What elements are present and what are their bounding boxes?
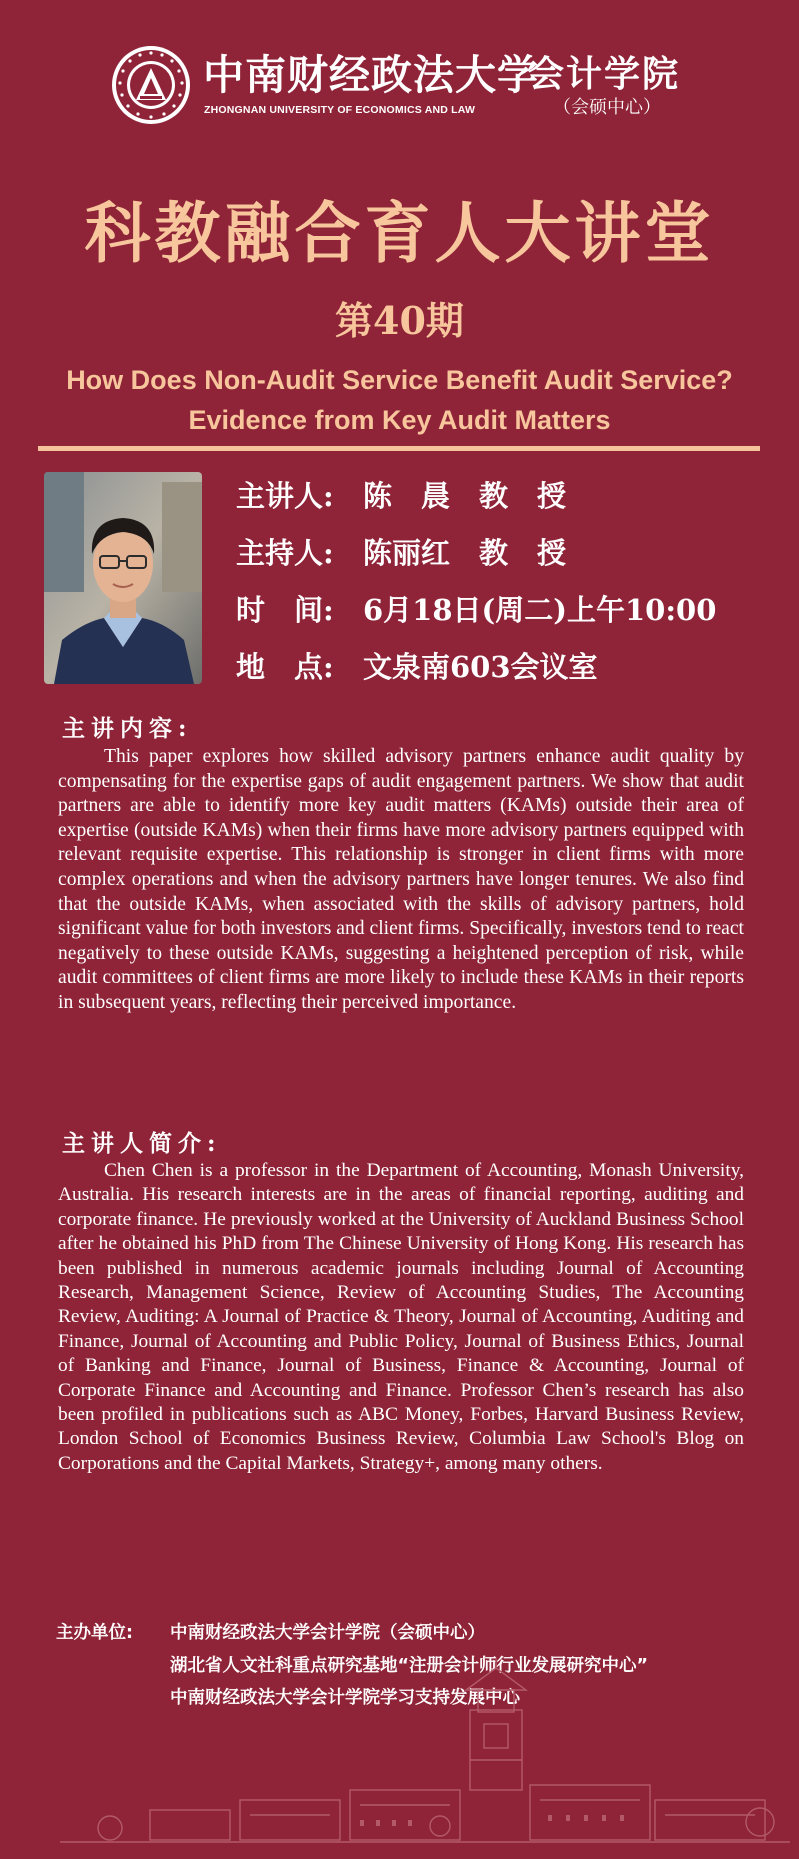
place-label: 地 点:: [236, 650, 334, 684]
divider: [38, 446, 760, 451]
place-row: [236, 645, 776, 695]
host-row: [236, 531, 776, 581]
organizers-label: 主办单位:: [56, 1623, 133, 1643]
university-logo: [110, 44, 192, 126]
talk-title-line-1: How Does Non-Audit Service Benefit Audit Service?: [66, 365, 733, 395]
campus-skyline-illustration: [0, 1650, 799, 1859]
talk-title-line-2: Evidence from Key Audit Matters: [188, 405, 611, 435]
series-title: 科教融合育人大讲堂: [84, 195, 715, 272]
time-row: [236, 588, 776, 638]
time-label: 时 间:: [236, 593, 334, 627]
school-subtitle: （会硕中心）: [553, 97, 661, 118]
speaker-row: [236, 474, 776, 524]
school-name: 会计学院: [528, 53, 681, 95]
host-label: 主持人:: [236, 536, 334, 570]
speaker-value: 陈 晨 教 授: [363, 479, 567, 513]
host-value: 陈丽红 教 授: [363, 536, 567, 570]
place-value: 文泉南603会议室: [363, 650, 598, 684]
university-name-cn: 中南财经政法大学: [203, 51, 539, 99]
abstract-text: This paper explores how skilled advisory partners enhance audit quality by compensating for the expertise gaps of audit engagement partners. We show that audit partners are able to identify more key audit matters (KAMs) outside their area of expertise (outside KAMs) when their firms have more advisory partners equipped with relevant requisite expertise. This relationship is stronger in client firms with more complex operations and when the advisory partners have longer tenures. We also find that the outside KAMs, when associated with the skills of advisory partners, hold significant value for both investors and client firms. Specifically, investors tend to react negatively to these outside KAMs, suggesting a heightened perception of risk, while audit committees of client firms are more likely to include these KAMs in their reports in subsequent years, reflecting their perceived importance.: [58, 746, 744, 1013]
organizer-line-3: 中南财经政法大学会计学院学习支持发展中心: [170, 1688, 520, 1708]
speaker-label: 主讲人:: [236, 479, 334, 513]
university-name-en: ZHONGNAN UNIVERSITY OF ECONOMICS AND LAW: [204, 104, 476, 116]
organizer-line-2: 湖北省人文社科重点研究基地“注册会计师行业发展研究中心”: [170, 1656, 649, 1676]
speaker-photo: [44, 472, 202, 684]
issue-number: 第40期: [335, 298, 464, 343]
time-value: 6月18日(周二)上午10:00: [363, 593, 717, 627]
bio-text: Chen Chen is a professor in the Department of Accounting, Monash University, Australia. His research interests are in the areas of financial reporting, auditing and corporate finance. He previously worked at the University of Auckland Business School after he obtained his PhD from The Chinese University of Hong Kong. His research has been published in numerous academic journals including Journal of Accounting Research, Management Science, Review of Accounting Studies, The Accounting Review, Auditing: A Journal of Practice & Theory, Journal of Accounting, Auditing and Finance, Journal of Accounting and Public Policy, Journal of Business Ethics, Journal of Banking and Finance, Journal of Business, Finance & Accounting, Journal of Corporate Finance and Accounting and Finance. Professor Chen’s research has also been profiled in publications such as ABC Money, Forbes, Harvard Business Review, London School of Economics Business Review, Columbia Law School's Blog on Corporations and the Capital Markets, Strategy+, among many others.: [58, 1160, 744, 1474]
organizer-line-1: 中南财经政法大学会计学院（会硕中心）: [170, 1623, 485, 1643]
abstract-heading: 主讲内容:: [62, 715, 193, 742]
bio-heading: 主讲人简介:: [62, 1130, 222, 1157]
talk-title: [0, 360, 799, 440]
